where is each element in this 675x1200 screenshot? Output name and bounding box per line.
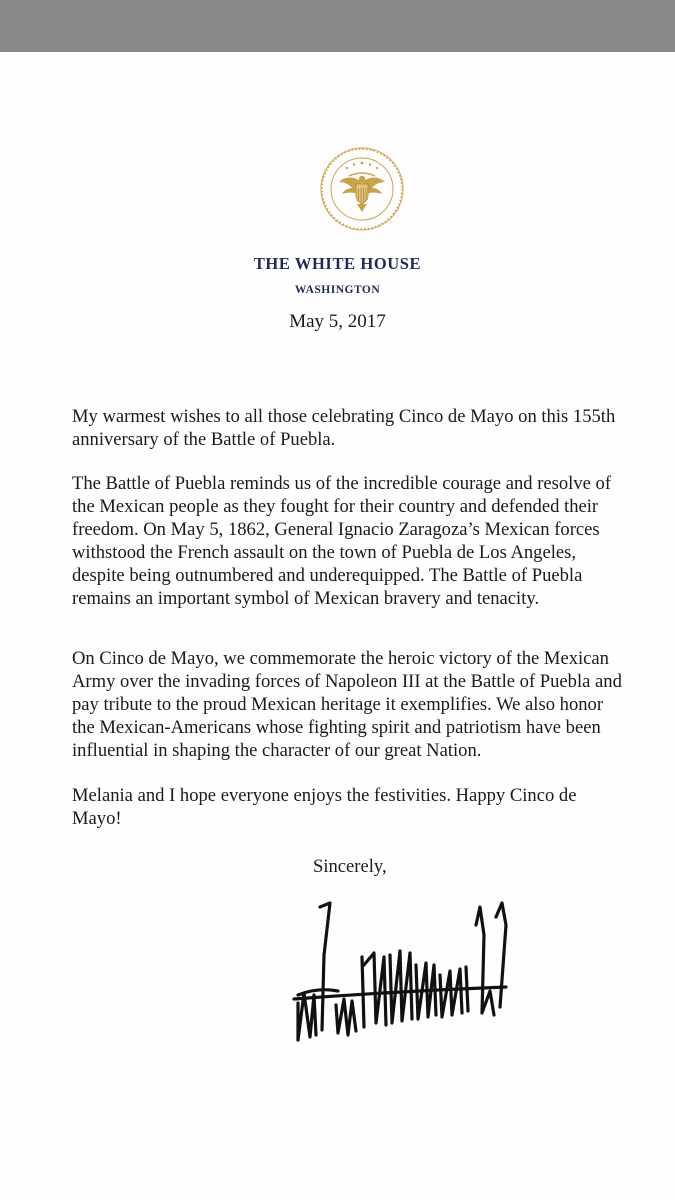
- letterhead-subtitle: WASHINGTON: [294, 284, 381, 296]
- text-line: influential in shaping the character of our great Nation.: [72, 740, 482, 761]
- paragraph-3: [72, 647, 652, 762]
- text-line: Mayo!: [72, 808, 122, 829]
- letterhead-title: THE WHITE HOUSE: [253, 254, 422, 273]
- text-line: despite being outnumbered and underequipped. The Battle of Puebla: [72, 565, 583, 586]
- handwritten-signature: [280, 895, 530, 1055]
- paragraph-1: [72, 405, 652, 451]
- text-line: Army over the invading forces of Napoleon III at the Battle of Puebla and: [72, 671, 622, 692]
- letter-date: May 5, 2017: [289, 311, 386, 332]
- text-line: Melania and I hope everyone enjoys the festivities. Happy Cinco de: [72, 785, 577, 806]
- closing-salutation: Sincerely,: [313, 856, 387, 877]
- text-line: withstood the French assault on the town of Puebla de Los Angeles,: [72, 542, 577, 563]
- paragraph-4: [72, 784, 652, 830]
- text-line: pay tribute to the proud Mexican heritage it exemplifies. We also honor: [72, 694, 604, 715]
- presidential-seal-icon: [319, 146, 405, 232]
- text-line: On Cinco de Mayo, we commemorate the heroic victory of the Mexican: [72, 648, 609, 669]
- text-line: My warmest wishes to all those celebrating Cinco de Mayo on this 155th: [72, 406, 616, 427]
- text-line: the Mexican-Americans whose fighting spirit and patriotism have been: [72, 717, 601, 738]
- text-line: the Mexican people as they fought for their country and defended their: [72, 496, 599, 517]
- text-line: anniversary of the Battle of Puebla.: [72, 429, 336, 450]
- text-line: freedom. On May 5, 1862, General Ignacio Zaragoza’s Mexican forces: [72, 519, 600, 540]
- top-bar: [0, 0, 675, 52]
- text-line: The Battle of Puebla reminds us of the incredible courage and resolve of: [72, 473, 612, 494]
- text-line: remains an important symbol of Mexican bravery and tenacity.: [72, 588, 540, 609]
- paragraph-2: [72, 472, 652, 610]
